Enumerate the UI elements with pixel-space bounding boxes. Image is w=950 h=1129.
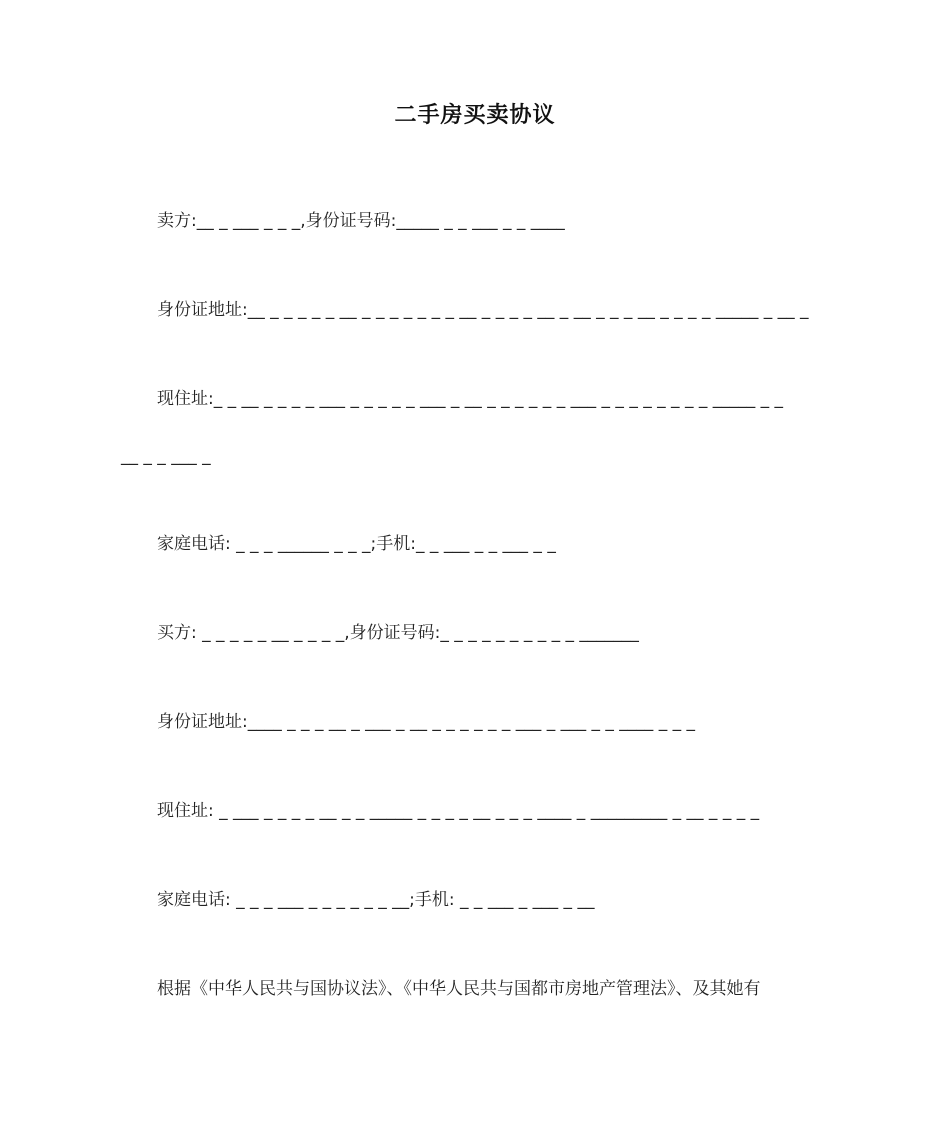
seller-phone-line: 家庭电话: _ _ _ ______ _ _ _;手机:_ _ ___ _ _ ___ _ _ — [157, 534, 556, 554]
seller-current-address-line: 现住址:_ _ __ _ _ _ _ ___ _ _ _ _ _ ___ _ __ _ _ _ _ _ _ ___ _ _ _ _ _ _ _ _ _____ _ _ — [157, 389, 784, 409]
buyer-id-address-line: 身份证地址:____ _ _ _ __ _ ___ _ __ _ _ _ _ _ _ ___ _ ___ _ _ ____ _ _ _ — [157, 712, 696, 732]
buyer-phone-line: 家庭电话: _ _ _ ___ _ _ _ _ _ _ __;手机: _ _ ___ _ ___ _ __ — [157, 890, 595, 910]
buyer-current-address-line: 现住址: _ ___ _ _ _ _ __ _ _ _____ _ _ _ _ __ _ _ _ ____ _ _________ _ __ _ _ _ _ — [157, 801, 760, 821]
seller-name-line: 卖方:__ _ ___ _ _ _,身份证号码:_____ _ _ ___ _ _ ____ — [157, 211, 565, 231]
buyer-name-line: 买方: _ _ _ _ _ __ _ _ _ _,身份证号码:_ _ _ _ _ _ _ _ _ _ _______ — [157, 623, 639, 643]
seller-current-address-continuation: __ _ _ ___ _ — [121, 446, 211, 466]
document-title: 二手房买卖协议 — [394, 103, 556, 128]
seller-id-address-line: 身份证地址:__ _ _ _ _ _ __ _ _ _ _ _ _ _ __ _ _ _ _ __ _ __ _ _ _ __ _ _ _ _ _____ _ __ _ — [157, 300, 809, 320]
legal-basis-paragraph: 根据《中华人民共与国协议法》、《中华人民共与国都市房地产管理法》、及其她有 — [157, 979, 761, 999]
